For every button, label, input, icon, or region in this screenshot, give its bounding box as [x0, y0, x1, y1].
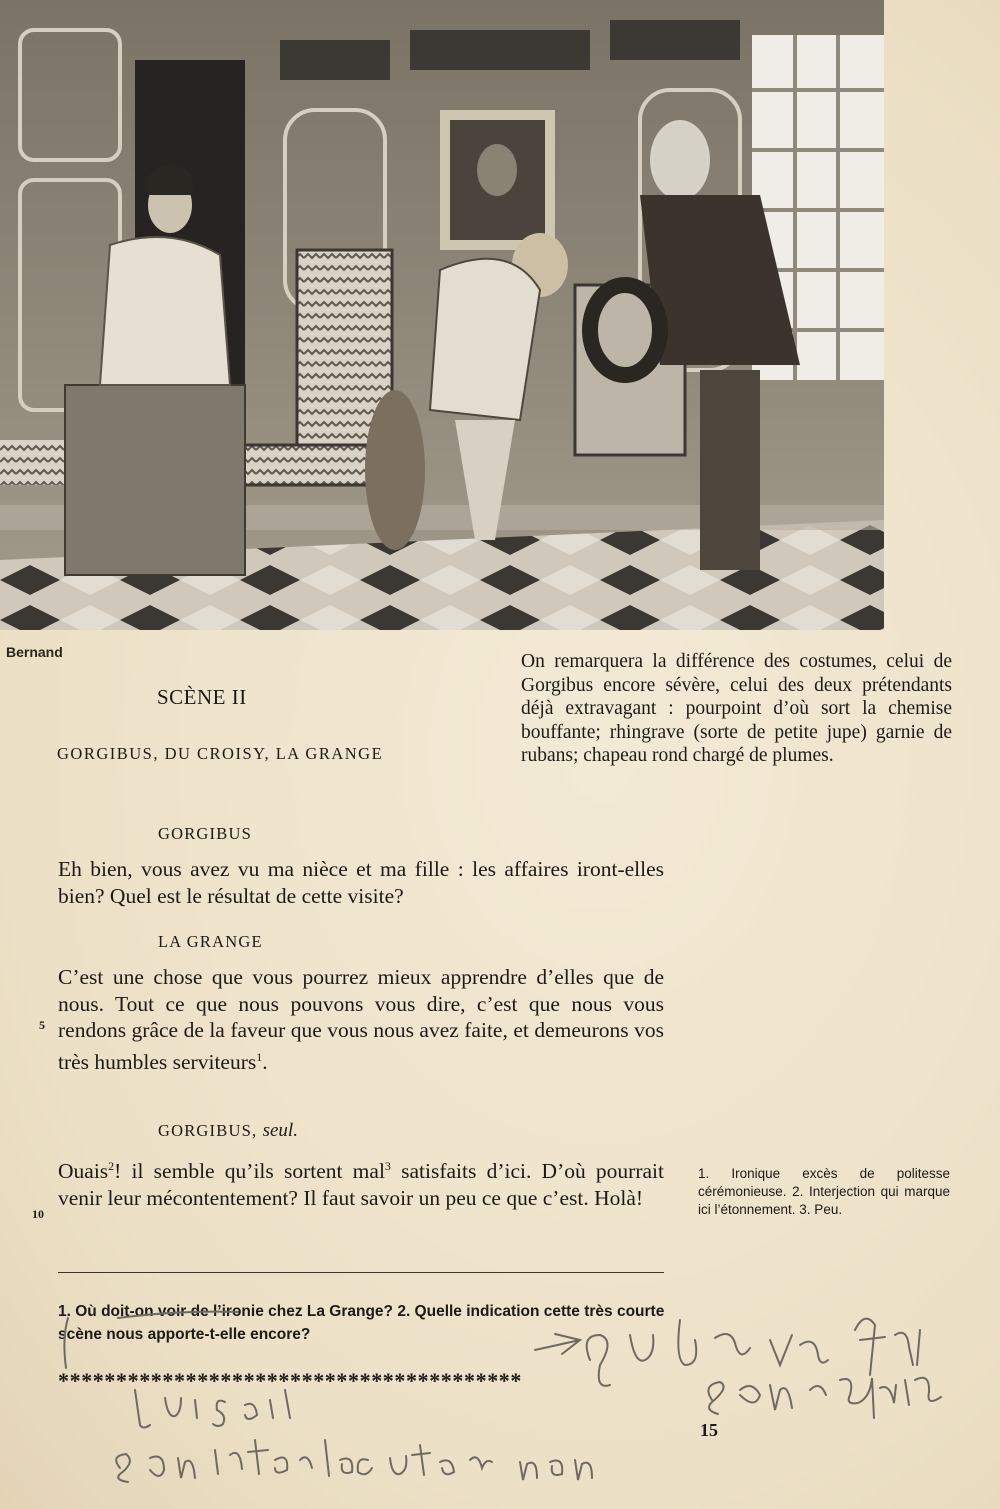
speaker-name — [158, 1120, 298, 1142]
scene-title: SCÈNE II — [157, 685, 247, 709]
asterisk-separator: **************************************** — [58, 1368, 522, 1393]
stage-photograph — [0, 0, 884, 630]
line-number: 5 — [39, 1018, 45, 1032]
stage-direction: seul. — [262, 1120, 298, 1141]
speech-text-part: satisfaits d’ici. D’où pourrait venir leur mécontentement? Il faut savoir un peu ce que c’est. Holà! — [58, 1159, 664, 1210]
photo-caption: On remarquera la différence des costumes, celui de Gorgibus encore sévère, celui des deux prétendants déjà extravagant : pourpoint d’où sort la chemise bouffante; rhingrave (sorte de petite jupe) garnie de rubans; chapeau rond chargé de plumes. — [521, 651, 952, 766]
line-number: 10 — [32, 1207, 44, 1221]
divider-rule — [58, 1272, 664, 1273]
speech-text-part: Ouais — [58, 1159, 109, 1184]
speech-text: Eh bien, vous avez vu ma nièce et ma fille : les affaires iront-elles bien? Quel est le résultat de cette visite? — [58, 857, 664, 908]
speaker-label: GORGIBUS, — [158, 1121, 258, 1140]
footnote-reference: 2 — [108, 1159, 115, 1173]
speech-text-part: C’est une chose que vous pourrez mieux apprendre d’elles que de nous. Tout ce que nous pouvons vous dire, c’est que nous vous rendons grâce de la faveur que vous nous avez faite, et demeurons vos très humbles serviteurs — [58, 965, 664, 1074]
speaker-name: LA GRANGE — [158, 932, 263, 951]
photo-credit: Bernand — [6, 644, 63, 660]
footnote-reference: 3 — [384, 1159, 391, 1173]
footnotes: 1. Ironique excès de politesse cérémonieuse. 2. Interjection qui marque ici l’étonnement. 3. Peu. — [698, 1166, 950, 1217]
study-questions: 1. Où doit-on voir de l’ironie chez La Grange? 2. Quelle indication cette très courte scène nous apporte-t-elle encore? — [58, 1303, 665, 1343]
speech-text-end: . — [262, 1049, 268, 1074]
speech-text — [58, 964, 664, 1075]
page-number: 15 — [700, 1420, 718, 1440]
stage-scene-illustration — [0, 0, 884, 630]
speaker-name: GORGIBUS — [158, 824, 252, 843]
speech-text-part: ! il semble qu’ils sortent mal — [114, 1159, 385, 1184]
scene-characters: GORGIBUS, DU CROISY, LA GRANGE — [57, 744, 384, 763]
footnote-reference: 1 — [256, 1049, 263, 1064]
speech-text — [58, 1153, 664, 1211]
handwritten-annotations — [0, 1290, 1000, 1509]
